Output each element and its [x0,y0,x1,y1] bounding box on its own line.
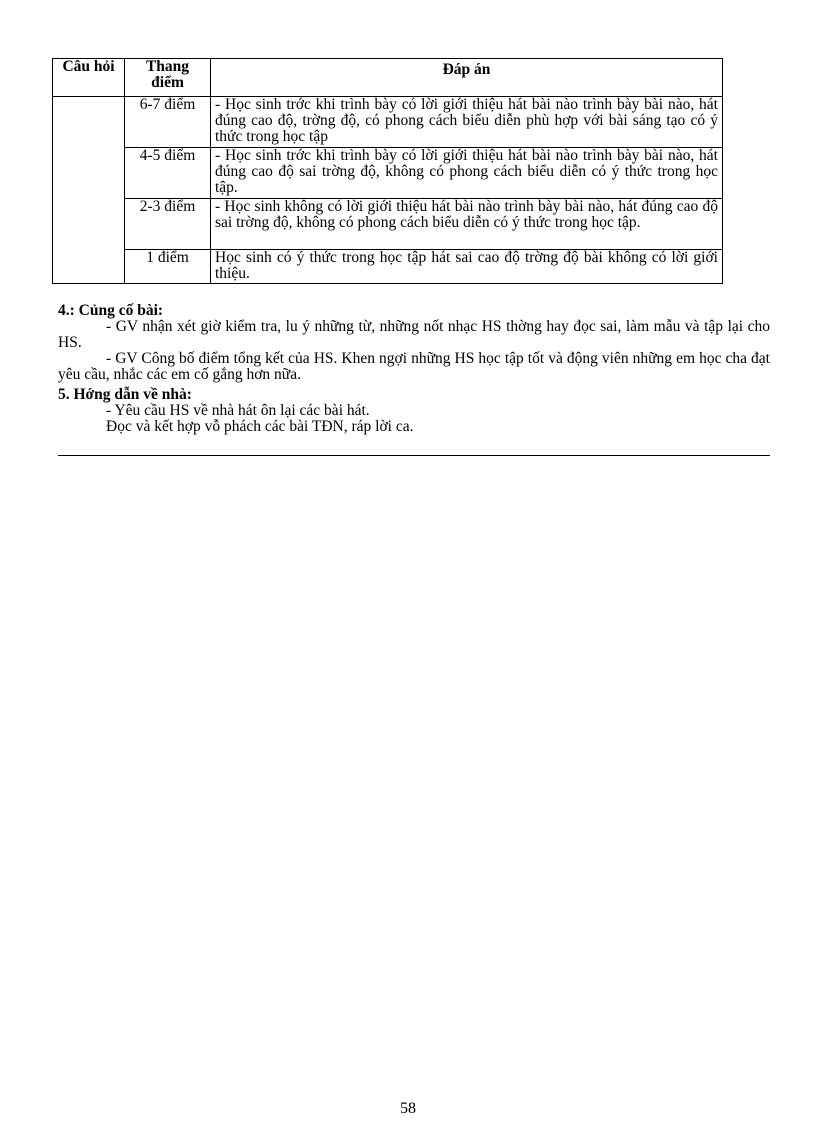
section-consolidation [58,303,770,383]
paragraph: - GV nhận xét giờ kiểm tra, lu ý những từ, những nốt nhạc HS thờng hay đọc sai, làm mẫu và tập lại cho HS. [58,318,770,351]
answer-cell: - Học sinh không có lời giới thiệu hát bài nào trình bày bài nào, hát đúng cao độ sai trờng độ, không có phong cách biểu diễn có ý thức trong học tập. [211,199,723,250]
answer-cell: - Học sinh trớc khi trình bày có lời giới thiệu hát bài nào trình bày bài nào, hát đúng cao độ sai trờng độ, không có phong cách biểu diễn có ý thức trong học tập. [211,148,723,199]
table-header-row [53,59,723,97]
header-scale: Thang điểm [125,59,211,97]
section-heading: 4.: Củng cố bài: [58,302,164,319]
table-row [53,199,723,250]
horizontal-divider [58,455,770,456]
score-cell: 4-5 điểm [125,148,211,199]
paragraph: - GV Công bố điểm tổng kết của HS. Khen ngợi những HS học tập tốt và động viên những em học cha đạt yêu cầu, nhắc các em cố gắng hơn nữa. [58,350,770,383]
table-row [53,97,723,148]
answer-cell: - Học sinh trớc khi trình bày có lời giới thiệu hát bài nào trình bày bài nào, hát đúng cao độ, trờng độ, có phong cách biểu diễn phù hợp với bài sáng tạo có ý thức trong học tập [211,97,723,148]
score-cell: 2-3 điểm [125,199,211,250]
paragraph: - Yêu cầu HS về nhà hát ôn lại các bài hát. [106,402,370,419]
table-row [53,250,723,284]
section-homework [58,387,770,435]
page-number: 58 [400,1100,416,1117]
grading-table [52,58,723,284]
paragraph: Đọc và kết hợp vỗ phách các bài TĐN, ráp lời ca. [106,418,414,435]
header-answer: Đáp án [211,59,723,97]
score-cell: 6-7 điểm [125,97,211,148]
score-cell: 1 điểm [125,250,211,284]
header-question: Câu hỏi [53,59,125,97]
question-cell [53,97,125,284]
table-row [53,148,723,199]
answer-cell: Học sinh có ý thức trong học tập hát sai cao độ trờng độ bài không có lời giới thiệu. [211,250,723,284]
section-heading: 5. Hớng dẫn về nhà: [58,386,192,403]
